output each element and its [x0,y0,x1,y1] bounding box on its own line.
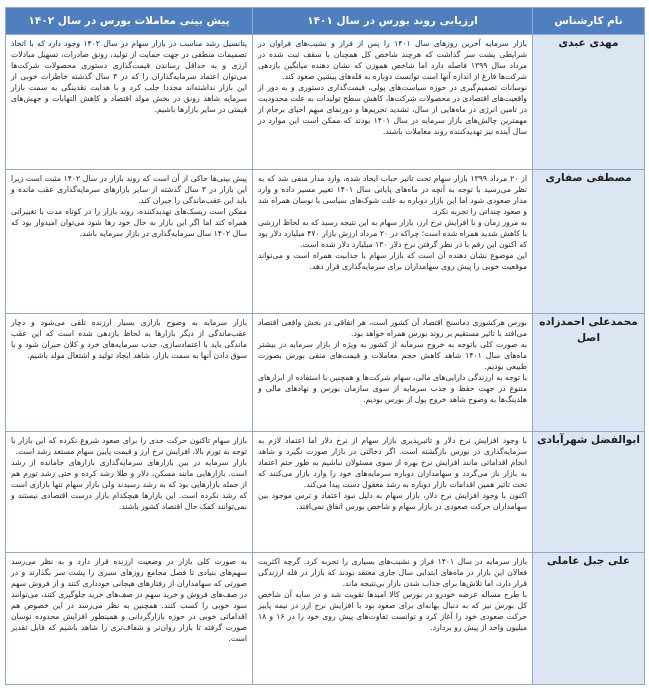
evaluation-paragraph: با وجود افزایش نرخ دلار و تاثیرپذیری بازار سهام از نرخ دلار اما اعتماد لازم به سرمایه‌گذاری در بورس بازگشته است. اگر دخالتی در بازار صورت نگیرد و شاهد انجام اقداماتی مانند افزایش نرخ بهره از سوی مسئولان نباشیم به طور حتم اعتماد به بازار باز می‌گردد و سهامداران دوباره سرمایه‌های خود را وارد بازار می‌کنند که تحت تاثیر همین اقدامات بازار دوباره به رشد معقول دست پیدا می‌کند. [258,436,527,489]
forecast-paragraph: به صورت کلی بازار در وضعیت ارزنده قرار دارد و به نظر می‌رسد سهم‌های بنیادی تا فصل مجامع روزهای سبزی را پشت سر بگذارند و در صورتی که سهامداران از رفتارهای هیجانی خودداری کنند و از فروش سهم در صف‌های فروش و خرید سهم در صف‌های خرید جلوگیری کنند، می‌توانند سود خوبی را کسب کنند. همچنین به نظر می‌رسد در این خصوص هم اقداماتی خوبی در حوزه بازارگردانی و همینطور افزایش محدوده نوسان صورت گرفته تا بازار روان‌تر و شفاف‌تری را شاهد باشیم که قابل تقدیر است. [11,557,247,643]
experts-table [5,7,645,685]
forecast-paragraph: ممکن است ریسک‌های تهدیدکننده، روند بازار را در کوتاه مدت با تغییراتی همراه کند اما اگر این بازار به حال خود رها شود می‌توان امیدوار بود که سال ۱۴۰۲ سال سرمایه‌گذاری در بازار سرمایه باشد. [11,207,247,238]
forecast-paragraph: پیش بینی‌ها حاکی از آن است که روند بازار در سال ۱۴۰۲ مثبت است زیرا این بازار در ۳ سال گذشته از سایر بازارهای سرمایه‌گذاری عقب مانده و باید این عقب‌ماندگی را جبران کند. [11,174,247,205]
forecast-paragraph: پتانسیل رشد مناسب در بازار سهام در سال ۱۴۰۲ وجود دارد که با اتخاذ تصمیمات منطقی در جهت حمایت از تولید، رونق صادرات، تسهیل مبادلات ارزی و به حداقل رساندن قیمت‌گذاری دستوری محصولات شرکت‌ها می‌توان اعتماد سرمایه‌گذاران را که در ۳ سال گذشته خاطرات خوبی از این بازار نداشته‌اند مجددا جلب کرد و با هدایت نقدینگی به سمت بازار سرمایه شاهد رونق در بخش مولد اقتصاد و کاهش التهابات و جهش‌های قیمتی در سایر بازارها باشیم. [11,39,248,114]
forecast-paragraph: بازار سرمایه در بین بازارهای سرمایه‌گذاری بازارهای جامانده از رشد است. بازارهایی مانند مسکن، دلار و طلا رشد کرده و حتی رشد تورم هم از جمله بازارهایی بود که به رشد رسیدند ولی بازار سهام تنها بازاری است که رشد نکرده است. این بازارها هیچکدام بازار درست اقتصادی نیستند و نمی‌توانند کمک حال اقتصاد کشور باشند. [11,458,247,511]
forecast-cell [6,35,253,170]
forecast-paragraph: بازار سهام تاکنون حرکت جدی را برای صعود شروع نکرده که این بازار با توجه به تورم بالا، افزایش نرخ ارز و قیمت پایین سهام مستعد رشد است. [11,436,247,456]
evaluation-cell [253,170,533,314]
forecast-cell [6,432,253,553]
expert-name: مهدی عبدی [533,35,645,170]
header-expert-name: نام کارشناس [533,8,645,35]
forecast-cell [6,314,253,432]
table-row [6,35,645,170]
evaluation-paragraph: از ۲۰ مرداد ۱۳۹۹ بازار سهام تحت تاثیر حباب ایجاد شده، وارد مدار منفی شد که به نظر می‌رسید با توجه به آنچه در ماه‌های پایانی سال ۱۴۰۱ تغییر مسیر داده و وارد مدار صعودی شود اما این بازار دوباره به علت شوک‌های سیاسی با نوسان همراه شد و صعود چندانی را تجربه نکرد. [258,174,528,216]
table-row [6,553,645,685]
evaluation-paragraph: به مرور زمان و با افزایش نرخ ارز، بازار سهام به این نتیجه رسید که به لحاظ ارزشی با کاهش شدید همراه شده است؛ چراکه در ۲۰ مرداد ارزش بازار ۴۷۰ میلیارد دلار بود که اکنون این رقم با در نظر گرفتن نرخ دلار ۱۳۰ میلیارد دلار شده است. [258,218,527,249]
evaluation-cell [253,314,533,432]
expert-name: علی جبل عاملی [533,553,645,685]
table-header-row [6,8,645,35]
evaluation-paragraph: به صورت کلی باتوجه به خروج سرمایه از کشور به ویژه از بازار سرمایه در بیشتر ماه‌های سال ۱۴۰۱ شاهد کاهش حجم معاملات و قیمت‌های منفی بورس بصورت طبیعی بودیم. [258,340,527,371]
expert-name: محمدعلی احمدزاده اصل [533,314,645,432]
evaluation-cell [253,553,533,685]
evaluation-paragraph: نوسانات تصمیم‌گیری در حوزه سیاست‌های پولی، قیمت‌گذاری دستوری و به دور از واقعیت‌های اقتصادی در محصولات شرکت‌ها، کاهش سطح تولیدات به علت محدودیت در تامین انرژی در ماه‌هایی از سال، تشدید تحریم‌ها و دورنمای مبهم احیای برجام از مهمترین چالش‌های بازار سرمایه در سال ۱۴۰۱ بودند که ممکن است این موارد در سال آینده نیز تهدیدکننده روند معاملات باشند. [258,83,527,136]
forecast-cell [6,553,253,685]
forecast-paragraph: بازار سرمایه به وضوح بازاری بسیار ارزنده تلقی می‌شود و دچار عقب‌ماندگی از دیگر بازارها به لحاظ بازدهی شده است که این عقب ماندگی باید با اعتمادسازی، جذب سرمایه‌های خرد و کلان جبران شود و با سوق دادن آنها به سمت بازار، شاهد ایجاد تولید و اشتغال مولد باشیم. [11,318,247,360]
evaluation-paragraph: این موضوع نشان دهنده آن است که بازار سهام با جذابیت همراه است و می‌تواند موقعیت خوبی را پیش روی سهامداران برای سرمایه‌گذاری قرار دهد. [258,251,527,271]
evaluation-cell [253,432,533,553]
evaluation-paragraph: بازار سرمایه در سال ۱۴۰۱ فراز و نشیب‌های بسیاری را تجربه کرد. گرچه اکثریت فعالان این بازار در ماه‌های ابتدایی سال جاری معتقد بودند که بازار در قله ارزندگی قرار دارد، اما تلاش‌ها برای جذاب شدن بازار بی‌نتیجه ماند. [258,557,527,588]
forecast-cell [6,170,253,314]
evaluation-paragraph: با توجه به ارزندگی دارایی‌های مالی، سهام شرکت‌ها و همچنین با استفاده از ابزارهای متنوع در جهت حفظ و جذب سرمایه از سوی سازمان بورس و نهادهای مالی و هلدینگ‌ها به وضوح شاهد خروج پول از بورس بودیم. [258,373,527,404]
evaluation-paragraph: بورس هرکشوری دماسنج اقتصاد آن کشور است، هر اتفاقی در بخش واقعی اقتصاد می‌افتد با تاثیر مستقیم بر روند بورس همراه خواهد بود. [258,318,527,338]
experts-table-container [5,7,644,685]
header-forecast-1402: پیش بینی معاملات بورس در سال ۱۴۰۲ [6,8,253,35]
evaluation-paragraph: بازار سرمایه آخرین روزهای سال ۱۴۰۱ را پس از فراز و نشیب‌های فراوان در شرایطی پشت سر گذاشت که هرچند شاخص کل همچنان با سقف ثبت شده در مرداد سال ۱۳۹۹ فاصله دارد اما شاخص هموزن که نشان دهنده میانگین بازدهی شرکت‌ها فارغ از اندازه آنها است توانست دوباره به قله‌های پیشین صعود کند. [258,39,527,81]
expert-name: مصطفی صفاری [533,170,645,314]
evaluation-paragraph: اکنون با وجود افزایش نرخ دلار، بازار سهام به دلیل نبود اعتماد و ترس موجود بین سهامداران حرکت صعودی در بازار سهام و شاخص بورس اتفاق نمی‌افتد. [258,491,527,511]
table-row [6,170,645,314]
evaluation-paragraph: با طرح مساله عرضه خودرو در بورس کالا امیدها تقویت شد و در سایه آن شاخص کل بورس نیز که به دنبال بهانه‌ای برای صعود بود با افزایش نرخ ارز در نیمه پاییز حرکت صعودی خود را آغاز کرد و توانست تفاوت‌های پیش روی خود را در ۱۶ و ۱۸ میلیون واحد از پیش رو بردارد. [258,590,527,632]
table-row [6,432,645,553]
header-evaluation-1401: ارزیابی روند بورس در سال ۱۴۰۱ [253,8,533,35]
evaluation-cell [253,35,533,170]
table-row [6,314,645,432]
expert-name: ابوالفضل شهرآبادی [533,432,645,553]
